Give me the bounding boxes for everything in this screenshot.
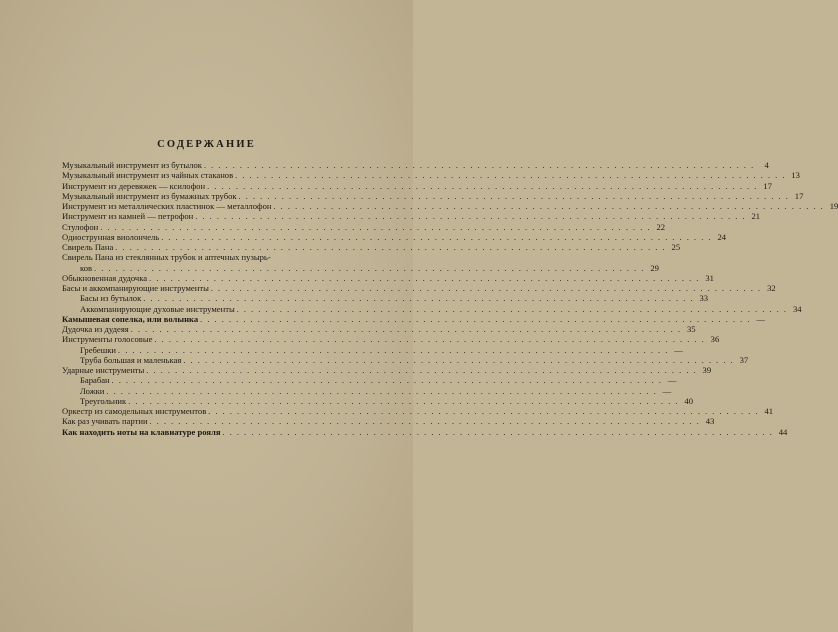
dot-leader [208, 407, 759, 417]
toc-entry-label: ков [80, 262, 93, 273]
toc-subentry [62, 354, 749, 365]
toc-subentry [62, 293, 709, 304]
toc-entry-label: Одиострунная виолончель [62, 231, 160, 242]
toc-entry-page: 31 [705, 272, 714, 283]
toc-entry-page: 36 [710, 334, 720, 345]
toc-entry-continuation [62, 262, 659, 273]
toc-entry [62, 272, 714, 283]
toc-entry-label: Аккомпанирующие духовые инструменты [80, 303, 235, 314]
toc-entry-label: Инструменты голосовые [62, 334, 153, 345]
dot-leader [112, 376, 663, 386]
toc-entry [62, 324, 696, 334]
toc-subentry [62, 395, 694, 406]
toc-entry-page: 35 [686, 324, 696, 334]
dot-leader [204, 161, 755, 171]
toc-entry-page: 29 [650, 262, 659, 273]
toc-entry-label: Музыкальный инструмент из чайных стаканов [62, 170, 234, 181]
toc-entry-label: Оркестр из самодельных инструментов [62, 406, 207, 416]
dot-leader [273, 202, 824, 212]
toc-subentry [62, 375, 677, 386]
toc-entry-label: Инструмент из металлических пластинок — металлофон [62, 201, 272, 211]
dot-leader [118, 346, 669, 356]
page-title: СОДЕРЖАНИЕ [157, 139, 256, 150]
toc-entry-label: Треугольник [80, 395, 127, 406]
toc-entry-page: 19 [829, 201, 838, 211]
toc-entry-page: 32 [767, 283, 776, 293]
toc-entry-label: Ложки [80, 385, 105, 396]
dot-leader [211, 284, 762, 294]
toc-entry [62, 252, 334, 262]
toc-subentry [62, 385, 672, 396]
toc-entry-page: 41 [764, 406, 774, 416]
dot-leader [149, 274, 700, 284]
toc-entry-label: Басы и аккомпанирующие инструменты [62, 283, 209, 293]
toc-entry-label: Стулофон [62, 221, 99, 232]
toc-entry [62, 313, 765, 324]
dot-leader [94, 264, 645, 274]
toc-entry-page: 34 [792, 303, 802, 314]
dot-leader [235, 171, 786, 181]
toc-entry-page: 43 [705, 416, 715, 427]
toc-entry [62, 160, 769, 170]
dot-leader [183, 356, 734, 366]
toc-entry-page: 21 [751, 211, 761, 222]
toc-entry-label: Дудочка из дудеяя [62, 324, 129, 334]
dot-leader [239, 192, 790, 202]
toc-entry [62, 211, 761, 222]
toc-entry-page: 17 [763, 180, 772, 191]
toc-subentry [62, 344, 683, 355]
toc-entry-page: 4 [764, 160, 769, 170]
dot-leader [161, 233, 712, 243]
toc-entry [62, 190, 804, 201]
toc-entry-label: Инструмент из камней — петрофон [62, 211, 194, 222]
toc-entry-label: Гребешки [80, 344, 117, 355]
toc-entry-label: Свирель Пана из стеклянных трубок и аптечных пузырь- [62, 252, 271, 263]
toc-subentry [62, 303, 802, 314]
toc-entry-label: Обыкновенная дудочка [62, 272, 148, 283]
dot-leader [207, 182, 758, 192]
toc-entry [62, 365, 712, 375]
toc-entry [62, 283, 776, 293]
toc-entry-label: Музыкальный инструмент из бутылок [62, 160, 202, 170]
dot-leader [131, 325, 682, 335]
toc-entry-label: Как раз учивать партии [62, 416, 148, 427]
toc-entry-label: Камышевая сопелка, или волынка [62, 313, 199, 324]
table-of-contents [62, 160, 838, 437]
toc-entry-page: 17 [794, 190, 804, 201]
toc-entry-page: 22 [656, 221, 666, 232]
toc-entry-page: — [674, 344, 683, 355]
toc-entry-label: Ударные инструменты [62, 365, 145, 375]
toc-entry-label: Музыкальный инструмент из бумажных трубок [62, 190, 237, 201]
dot-leader [100, 223, 651, 233]
toc-entry-page: 37 [739, 354, 749, 365]
dot-leader [106, 387, 657, 397]
toc-entry-page: — [662, 385, 672, 396]
toc-entry-page: 25 [671, 242, 681, 252]
toc-entry [62, 416, 715, 427]
dot-leader [154, 335, 705, 345]
toc-entry [62, 170, 800, 181]
toc-entry [62, 221, 666, 232]
toc-entry-page: 44 [778, 426, 788, 437]
toc-entry [62, 242, 681, 252]
toc-entry [62, 180, 772, 191]
toc-entry [62, 406, 774, 416]
toc-entry-label: Барабан [80, 375, 110, 386]
toc-entry-label: Инструмент из деревяжек — ксилофон [62, 180, 206, 191]
toc-entry [62, 201, 838, 211]
dot-leader [150, 417, 701, 427]
toc-entry-page: 13 [791, 170, 800, 181]
dot-leader [200, 315, 751, 325]
toc-entry-page: 33 [699, 293, 709, 304]
dot-leader [237, 305, 788, 315]
toc-entry-label: Как находить ноты на клавиатуре рояля [62, 426, 221, 437]
toc-entry [62, 334, 720, 345]
toc-entry [62, 426, 788, 437]
dot-leader [223, 428, 774, 438]
toc-entry-page: 39 [702, 365, 712, 375]
toc-entry-page: — [667, 375, 677, 386]
toc-entry-page: 40 [684, 395, 694, 406]
toc-entry-label: Свирель Пана [62, 242, 114, 252]
toc-entry-page: — [756, 313, 765, 324]
dot-leader [128, 397, 679, 407]
toc-entry [62, 231, 727, 242]
toc-entry-label: Басы из бутылок [80, 293, 142, 304]
dot-leader [146, 366, 697, 376]
toc-entry-label: Труба большая и маленькая [80, 354, 182, 365]
toc-entry-page: 24 [717, 231, 727, 242]
